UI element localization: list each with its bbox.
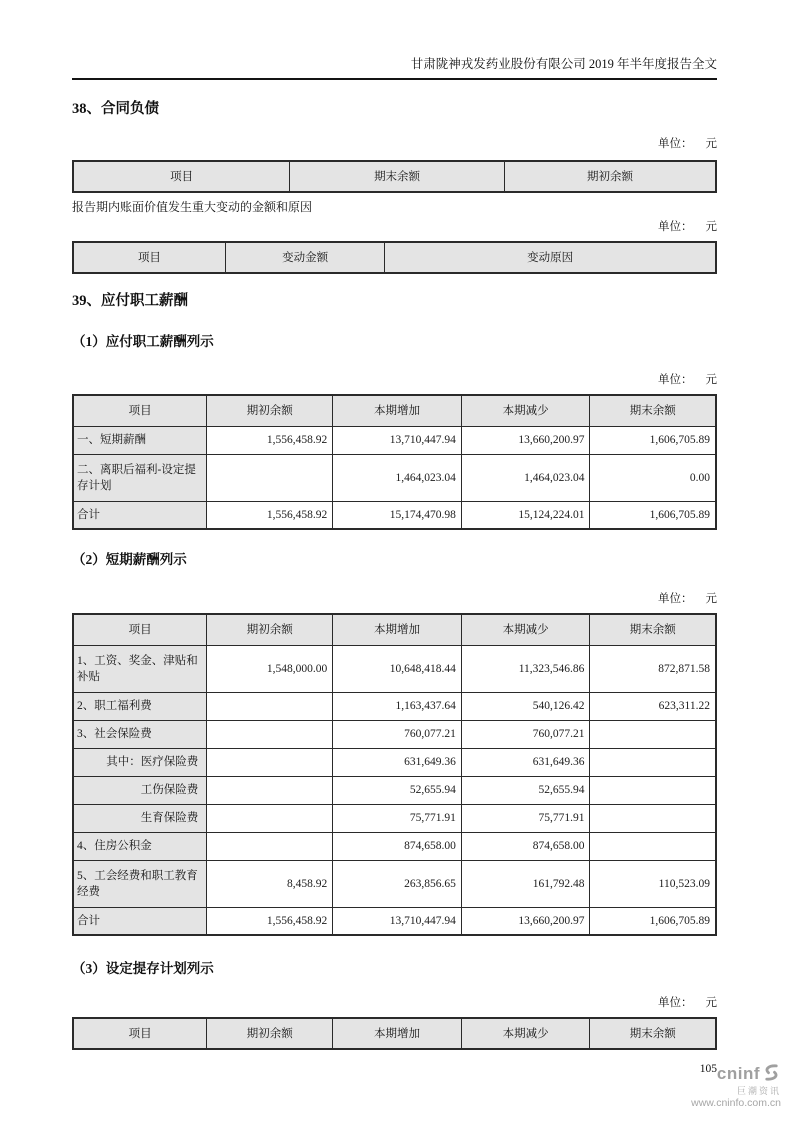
- table-row: [73, 804, 716, 832]
- unit-value: 元: [705, 221, 717, 233]
- section-39-sub3-title: （3）设定提存计划列示: [72, 961, 214, 976]
- page-number: 105: [699, 1063, 717, 1075]
- section-38-title: 38、合同负债: [72, 101, 159, 117]
- cell-value: [207, 776, 333, 804]
- section-39-sub1-title: （1）应付职工薪酬列示: [72, 334, 214, 349]
- table-row: [73, 860, 716, 907]
- unit-label: 单位：: [658, 374, 693, 386]
- table-header-row: [73, 242, 716, 273]
- cell-value: [207, 804, 333, 832]
- cell-value: [590, 748, 716, 776]
- row-label: 2、职工福利费: [73, 692, 207, 720]
- section-39-sub2-title: （2）短期薪酬列示: [72, 552, 187, 567]
- section-39-title: 39、应付职工薪酬: [72, 293, 188, 309]
- cell-value: 623,311.22: [590, 692, 716, 720]
- row-label: 1、工资、奖金、津贴和补贴: [73, 645, 207, 692]
- table-row: [73, 748, 716, 776]
- cninfo-watermark: [691, 1064, 781, 1110]
- cell-value: [207, 454, 333, 501]
- cell-value: 760,077.21: [461, 720, 590, 748]
- column-header: 期初余额: [207, 1018, 333, 1049]
- column-header: 项目: [73, 161, 290, 192]
- cell-value: 15,174,470.98: [333, 501, 462, 529]
- cninfo-brand-url: www.cninfo.com.cn: [691, 1097, 781, 1110]
- cell-value: 872,871.58: [590, 645, 716, 692]
- cell-value: 631,649.36: [333, 748, 462, 776]
- cell-value: 874,658.00: [333, 832, 462, 860]
- column-header: 期初余额: [207, 614, 333, 645]
- unit-note: [72, 373, 717, 388]
- cell-value: 13,710,447.94: [333, 907, 462, 935]
- unit-label: 单位：: [658, 997, 693, 1009]
- contract-liability-balance-table: [72, 160, 717, 193]
- column-header: 本期增加: [333, 395, 462, 426]
- column-header: 变动金额: [225, 242, 384, 273]
- table-header-row: [73, 614, 716, 645]
- table-row: [73, 776, 716, 804]
- unit-label: 单位：: [658, 138, 693, 150]
- document-header-title: 甘肃陇神戎发药业股份有限公司 2019 年半年度报告全文: [410, 57, 717, 71]
- column-header: 项目: [73, 395, 207, 426]
- cell-value: 1,464,023.04: [333, 454, 462, 501]
- column-header: 期末余额: [590, 614, 716, 645]
- column-header: 项目: [73, 242, 225, 273]
- defined-contribution-plan-table: [72, 1017, 717, 1050]
- unit-label: 单位：: [658, 221, 693, 233]
- cell-value: 760,077.21: [333, 720, 462, 748]
- column-header: 变动原因: [385, 242, 716, 273]
- column-header: 本期减少: [461, 395, 590, 426]
- contract-liability-change-table: [72, 241, 717, 274]
- cell-value: [207, 720, 333, 748]
- cell-value: 1,556,458.92: [207, 907, 333, 935]
- row-label: 一、短期薪酬: [73, 426, 207, 454]
- table-row-total: [73, 907, 716, 935]
- table-row: [73, 720, 716, 748]
- cell-value: 540,126.42: [461, 692, 590, 720]
- cell-value: 13,660,200.97: [461, 426, 590, 454]
- row-label: 其中：医疗保险费: [73, 748, 207, 776]
- cninfo-brand-text: cninf: [716, 1064, 760, 1084]
- table-row: [73, 832, 716, 860]
- cell-value: 1,556,458.92: [207, 426, 333, 454]
- cell-value: 15,124,224.01: [461, 501, 590, 529]
- cninfo-logo-icon: [762, 1064, 781, 1086]
- unit-value: 元: [705, 374, 717, 386]
- row-label: 生育保险费: [73, 804, 207, 832]
- cell-value: 1,606,705.89: [590, 426, 716, 454]
- cell-value: 1,548,000.00: [207, 645, 333, 692]
- cell-value: 8,458.92: [207, 860, 333, 907]
- cell-value: 75,771.91: [333, 804, 462, 832]
- column-header: 项目: [73, 614, 207, 645]
- table-row: [73, 454, 716, 501]
- cell-value: [207, 748, 333, 776]
- table-row: [73, 426, 716, 454]
- cell-value: 13,710,447.94: [333, 426, 462, 454]
- table-header-row: [73, 161, 716, 192]
- cell-value: 110,523.09: [590, 860, 716, 907]
- cell-value: 13,660,200.97: [461, 907, 590, 935]
- cell-value: [590, 720, 716, 748]
- column-header: 项目: [73, 1018, 207, 1049]
- table-row: [73, 692, 716, 720]
- column-header: 期初余额: [504, 161, 716, 192]
- unit-note: [72, 996, 717, 1011]
- column-header: 期初余额: [207, 395, 333, 426]
- cell-value: 52,655.94: [333, 776, 462, 804]
- payroll-summary-table: [72, 394, 717, 530]
- cell-value: 1,606,705.89: [590, 501, 716, 529]
- cell-value: 631,649.36: [461, 748, 590, 776]
- unit-value: 元: [705, 138, 717, 150]
- cell-value: 52,655.94: [461, 776, 590, 804]
- cell-value: 1,464,023.04: [461, 454, 590, 501]
- row-label: 4、住房公积金: [73, 832, 207, 860]
- section-38-note: 报告期内账面价值发生重大变动的金额和原因: [72, 200, 313, 214]
- cell-value: [207, 832, 333, 860]
- cell-value: 874,658.00: [461, 832, 590, 860]
- cell-value: 263,856.65: [333, 860, 462, 907]
- table-row-total: [73, 501, 716, 529]
- table-header-row: [73, 1018, 716, 1049]
- cell-value: 75,771.91: [461, 804, 590, 832]
- unit-note: [72, 220, 717, 235]
- table-row: [73, 645, 716, 692]
- row-label: 合计: [73, 501, 207, 529]
- unit-value: 元: [705, 593, 717, 605]
- cell-value: 1,556,458.92: [207, 501, 333, 529]
- unit-value: 元: [705, 997, 717, 1009]
- column-header: 期末余额: [290, 161, 505, 192]
- cell-value: [590, 804, 716, 832]
- short-term-compensation-table: [72, 613, 717, 936]
- document-header: [72, 0, 717, 80]
- column-header: 本期增加: [333, 614, 462, 645]
- table-header-row: [73, 395, 716, 426]
- cell-value: 161,792.48: [461, 860, 590, 907]
- row-label: 二、离职后福利-设定提存计划: [73, 454, 207, 501]
- cell-value: [207, 692, 333, 720]
- row-label: 合计: [73, 907, 207, 935]
- cell-value: 1,606,705.89: [590, 907, 716, 935]
- cell-value: [590, 776, 716, 804]
- column-header: 本期减少: [461, 1018, 590, 1049]
- cell-value: 10,648,418.44: [333, 645, 462, 692]
- unit-note: [72, 137, 717, 152]
- column-header: 本期减少: [461, 614, 590, 645]
- unit-note: [72, 592, 717, 607]
- row-label: 3、社会保险费: [73, 720, 207, 748]
- column-header: 期末余额: [590, 395, 716, 426]
- cninfo-brand-chinese: 巨潮资讯: [736, 1085, 781, 1096]
- column-header: 期末余额: [590, 1018, 716, 1049]
- cell-value: 11,323,546.86: [461, 645, 590, 692]
- cell-value: 0.00: [590, 454, 716, 501]
- unit-label: 单位：: [658, 593, 693, 605]
- row-label: 工伤保险费: [73, 776, 207, 804]
- cell-value: [590, 832, 716, 860]
- cell-value: 1,163,437.64: [333, 692, 462, 720]
- row-label: 5、工会经费和职工教育经费: [73, 860, 207, 907]
- column-header: 本期增加: [333, 1018, 462, 1049]
